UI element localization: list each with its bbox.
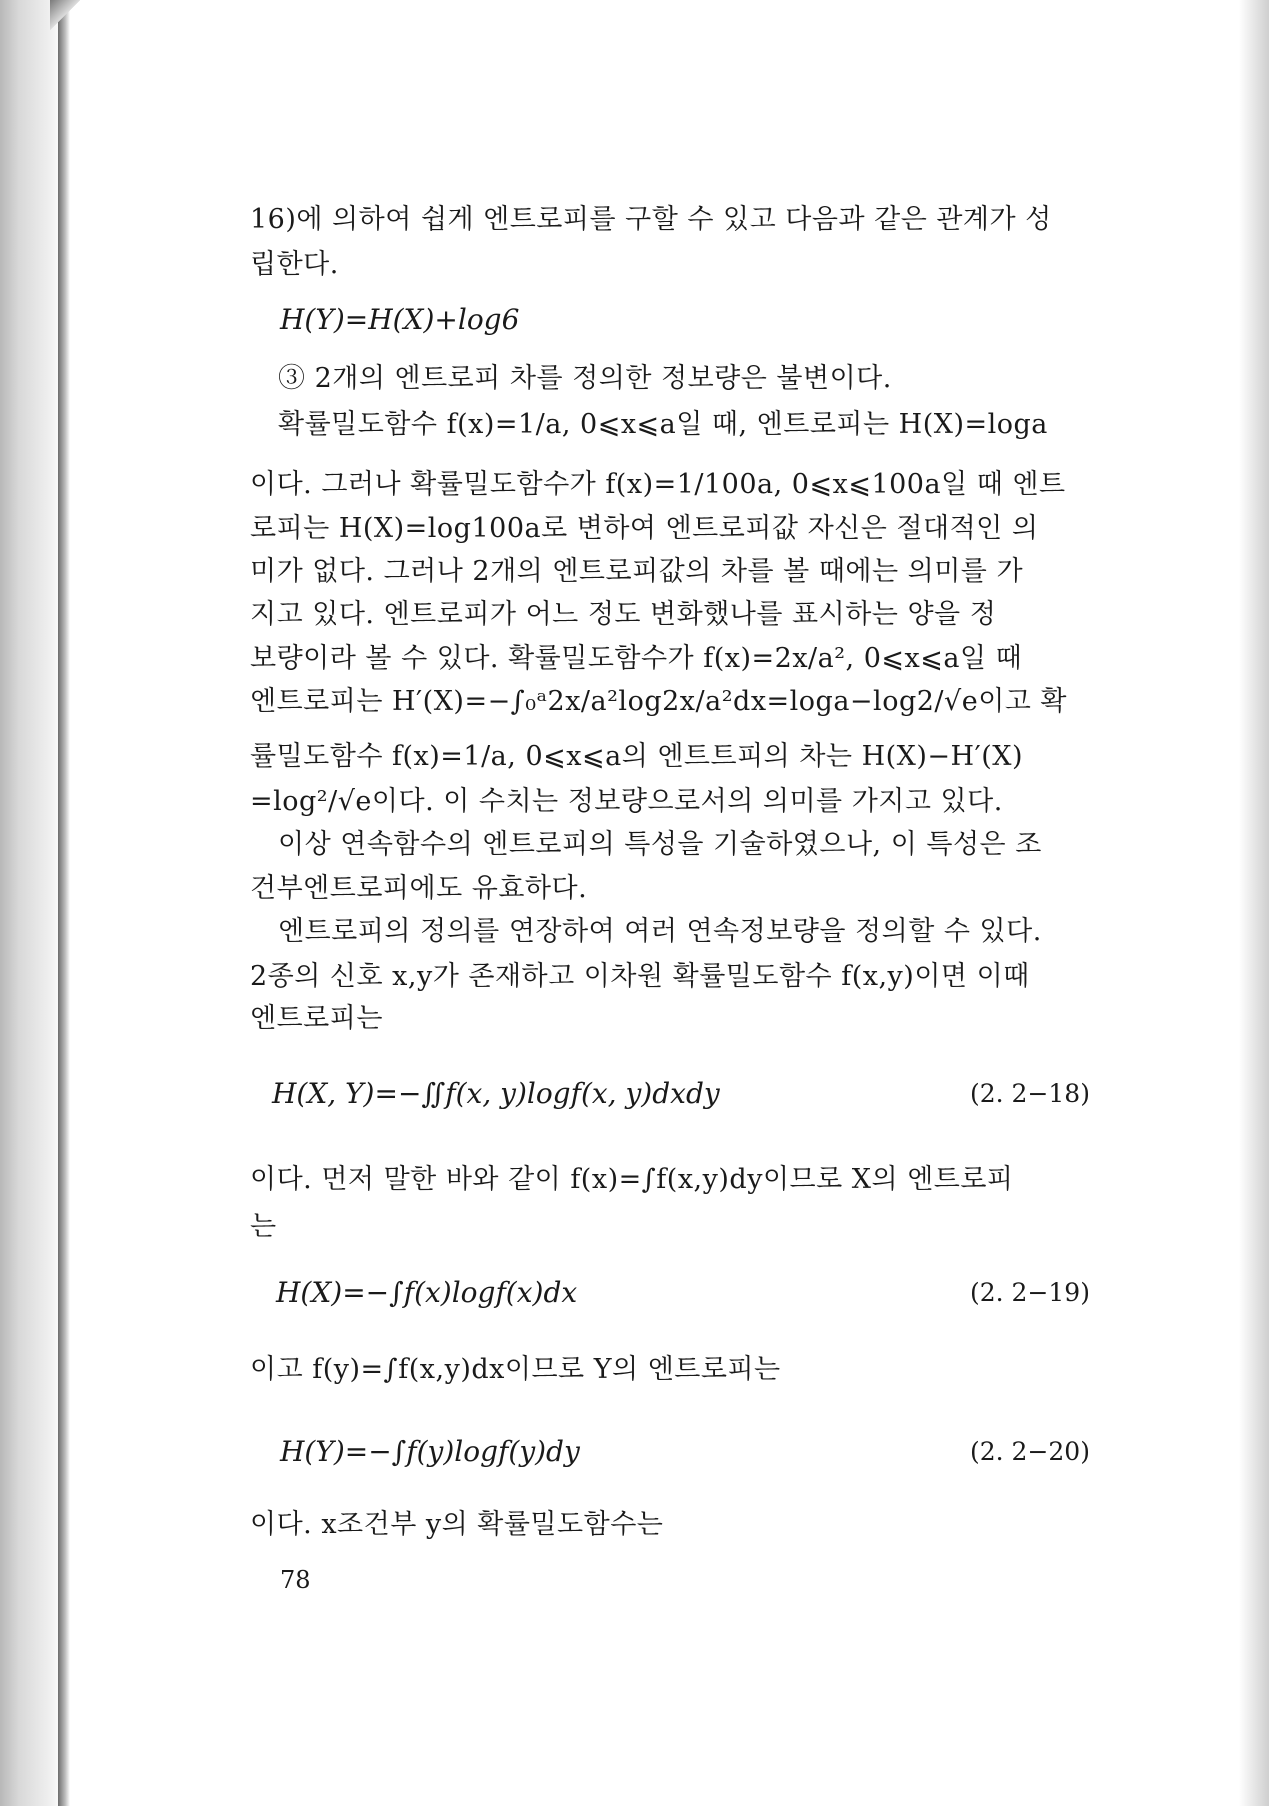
text-line-5: 이다. 그러나 확률밀도함수가 f(x)=1/100a, 0⩽x⩽100a일 때 엔트 (250, 469, 1066, 500)
text-line-16: 2종의 신호 x,y가 존재하고 이차원 확률밀도함수 f(x,y)이면 이때 (250, 961, 1030, 992)
text-line-13: 이상 연속함수의 엔트로피의 특성을 기술하였으나, 이 특성은 조 (278, 829, 1042, 860)
text-line-17: 엔트로피는 (250, 1003, 383, 1034)
text-line-6: 로피는 H(X)=log100a로 변하여 엔트로피값 자신은 절대적인 의 (250, 513, 1039, 544)
text-line-14: 건부엔트로피에도 유효하다. (250, 873, 588, 904)
text-line-2: 립한다. (250, 249, 339, 280)
text-line-15: 엔트로피의 정의를 연장하여 여러 연속정보량을 정의할 수 있다. (278, 916, 1042, 947)
page-number: 78 (280, 1566, 311, 1594)
page-shadow-left (0, 0, 62, 1806)
text-line-7: 미가 없다. 그러나 2개의 엔트로피값의 차를 볼 때에는 의미를 가 (250, 556, 1024, 587)
page-shadow-right (1239, 0, 1269, 1806)
text-line-21: 이다. x조건부 y의 확률밀도함수는 (250, 1509, 664, 1540)
formula-joint-entropy: H(X, Y)=−∬f(x, y)logf(x, y)dxdy (272, 1077, 720, 1110)
text-line-19: 는 (250, 1211, 277, 1242)
equation-number-20: (2. 2−20) (970, 1437, 1090, 1466)
equation-number-19: (2. 2−19) (970, 1278, 1090, 1307)
page-edge-left (58, 0, 70, 1806)
text-line-12: =log²/√e이다. 이 수치는 정보량으로서의 의미를 가지고 있다. (250, 786, 1003, 817)
text-line-1: 16)에 의하여 쉽게 엔트로피를 구할 수 있고 다음과 같은 관계가 성 (250, 204, 1052, 235)
formula-marginal-y: H(Y)=−∫f(y)logf(y)dy (280, 1435, 580, 1468)
page-curl (50, 0, 80, 30)
text-line-18: 이다. 먼저 말한 바와 같이 f(x)=∫f(x,y)dy이므로 X의 엔트로피 (250, 1164, 1014, 1195)
text-line-10: 엔트로피는 H′(X)=−∫₀ᵃ2x/a²log2x/a²dx=loga−log2/√e이고 확 (250, 686, 1068, 717)
text-line-9: 보량이라 볼 수 있다. 확률밀도함수가 f(x)=2x/a², 0⩽x⩽a일 때 (250, 643, 1023, 674)
text-line-20: 이고 f(y)=∫f(x,y)dx이므로 Y의 엔트로피는 (250, 1354, 781, 1385)
text-line-4: 확률밀도함수 f(x)=1/a, 0⩽x⩽a일 때, 엔트로피는 H(X)=loga (278, 409, 1048, 440)
equation-number-18: (2. 2−18) (970, 1079, 1090, 1108)
text-line-11: 률밀도함수 f(x)=1/a, 0⩽x⩽a의 엔트트피의 차는 H(X)−H′(X) (250, 741, 1024, 772)
formula-marginal-x: H(X)=−∫f(x)logf(x)dx (276, 1276, 578, 1309)
text-line-8: 지고 있다. 엔트로피가 어느 정도 변화했나를 표시하는 양을 정 (250, 599, 997, 630)
formula-hy-relation: H(Y)=H(X)+log6 (280, 303, 520, 336)
text-line-3: ③ 2개의 엔트로피 차를 정의한 정보량은 불변이다. (278, 363, 892, 394)
